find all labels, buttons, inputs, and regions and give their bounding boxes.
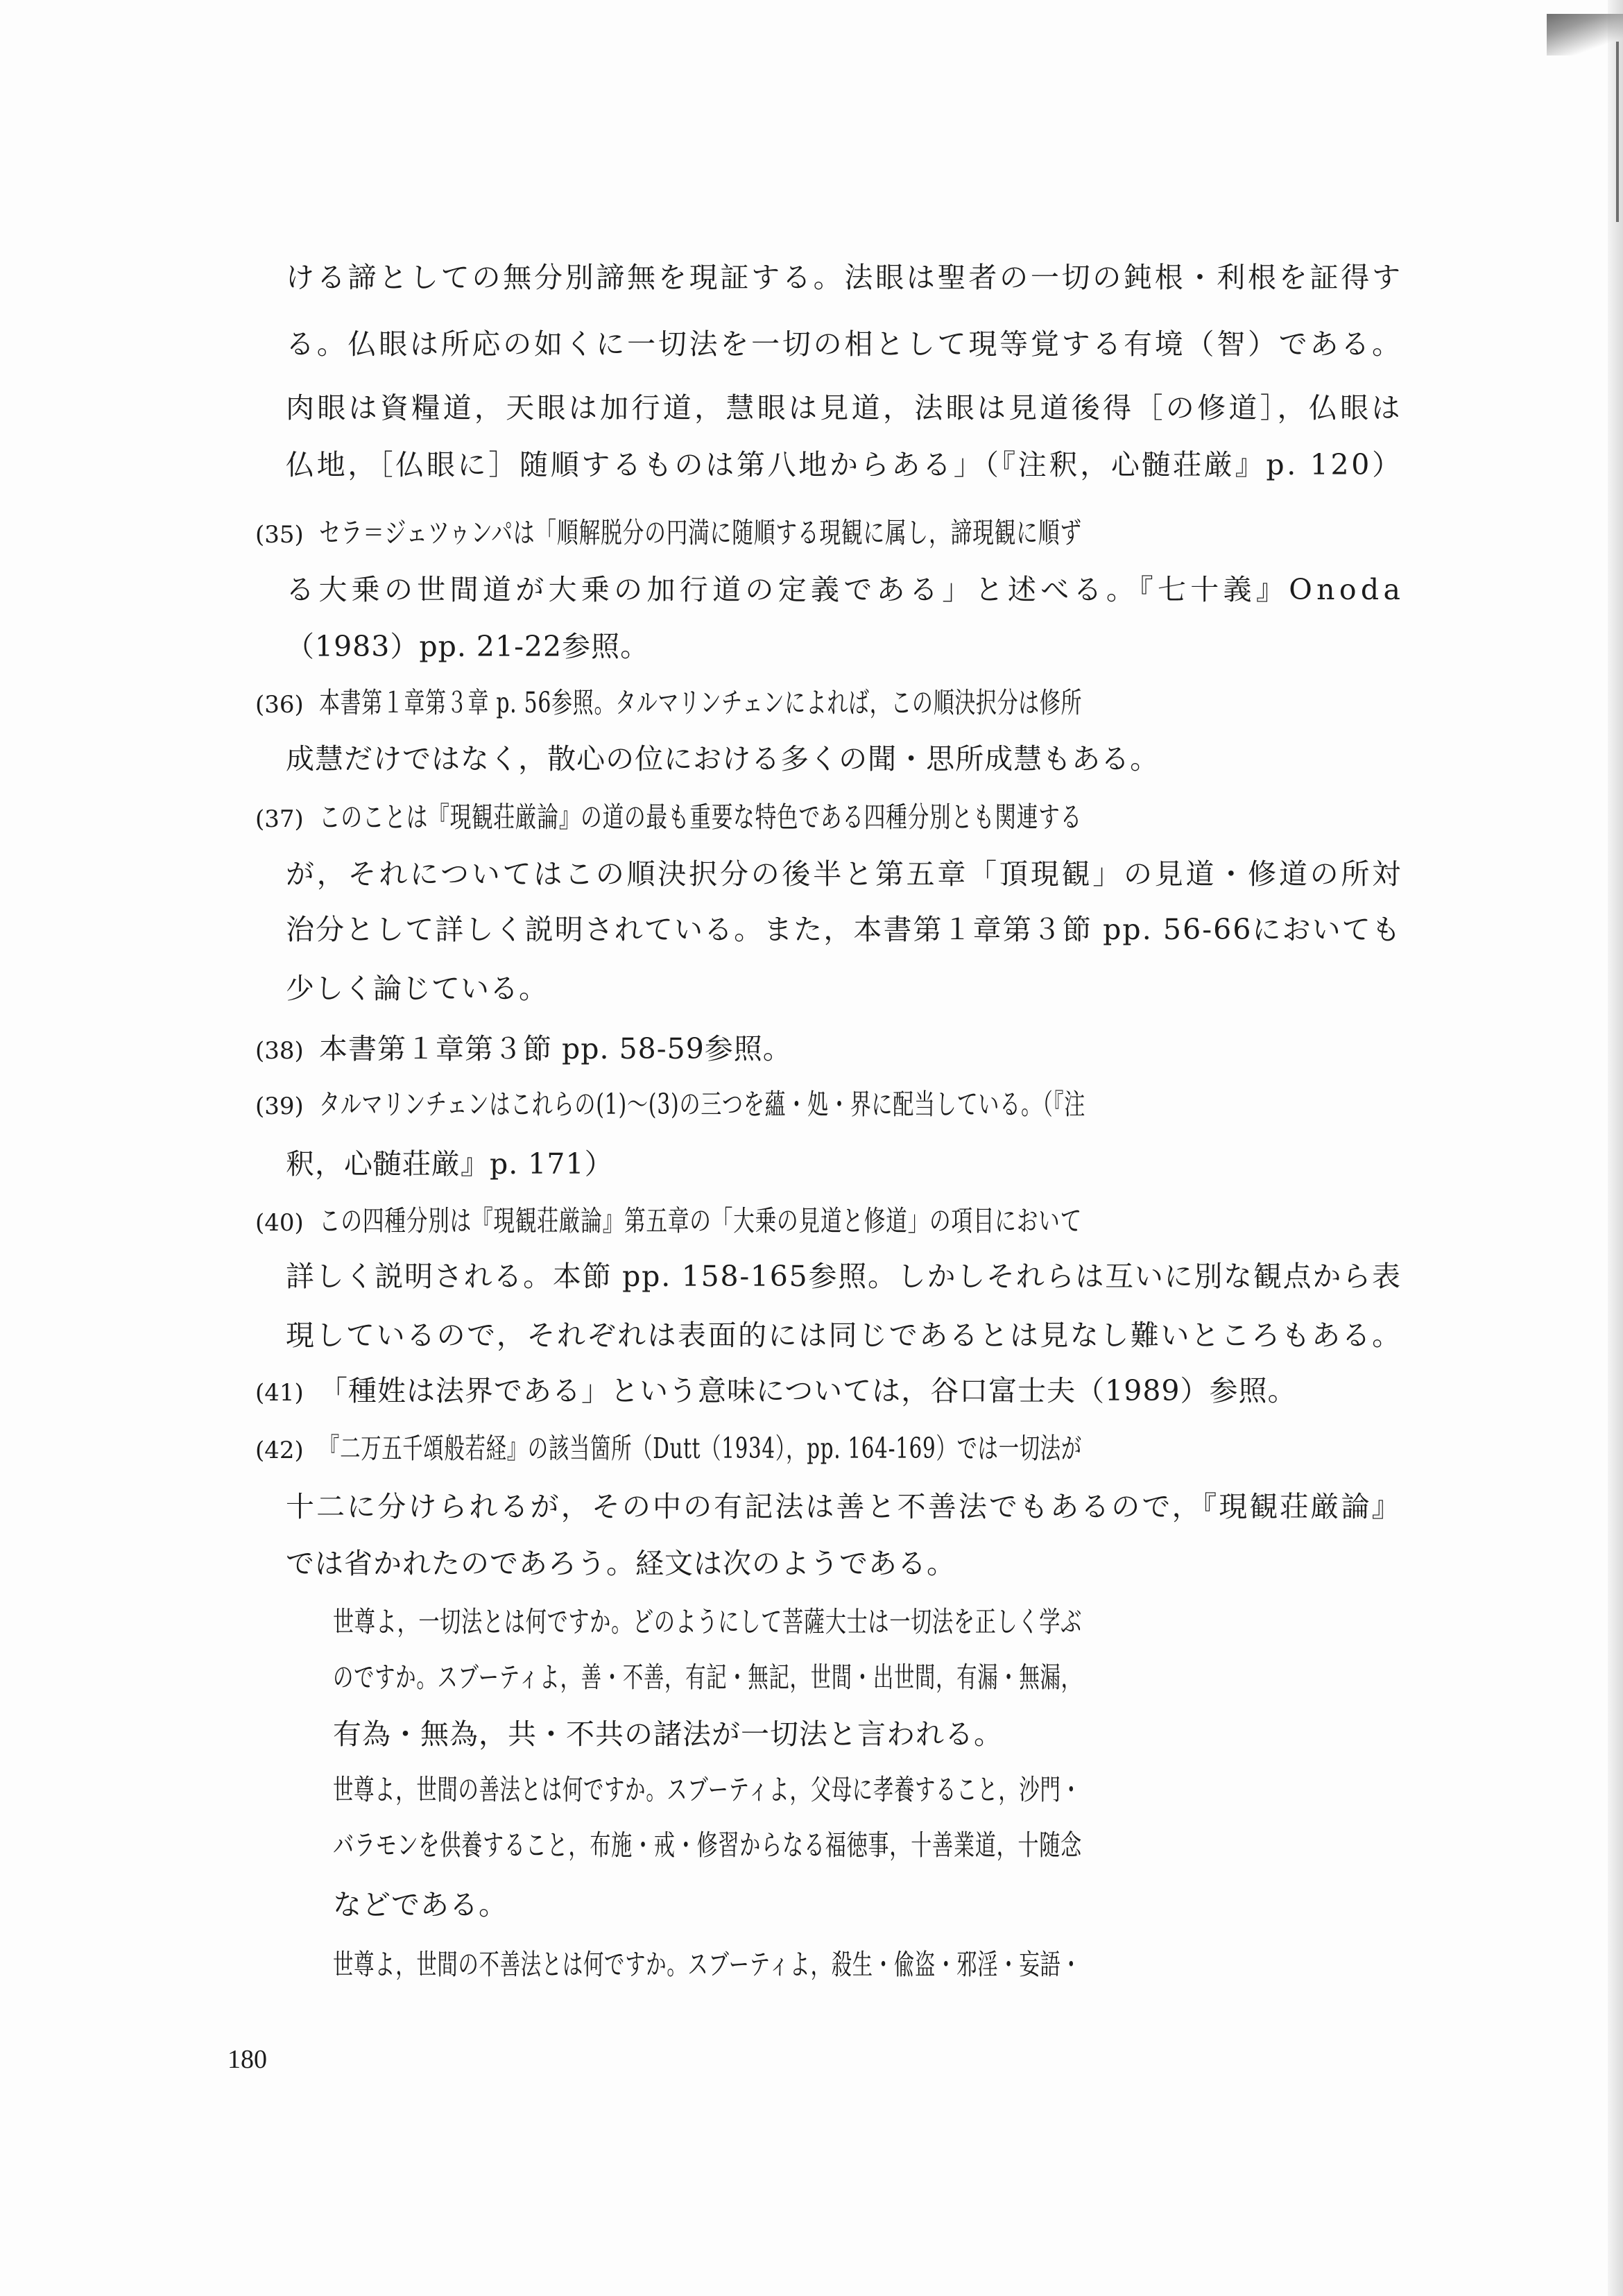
text-line: 少しく論じている。 — [286, 972, 548, 1005]
text-line: このことは『現観荘厳論』の道の最も重要な特色である四種分別とも関連する — [319, 800, 1083, 834]
text-line: などである。 — [333, 1888, 508, 1921]
text-line: （1983）pp. 21-22参照。 — [286, 630, 650, 663]
text-line: 治分として詳しく説明されている。また，本書第１章第３節 pp. 56-66においても — [286, 913, 1402, 946]
text-line: この四種分別は『現観荘厳論』第五章の「大乗の見道と修道」の項目において — [319, 1204, 1083, 1237]
text-line: 本書第１章第３節 pp. 58-59参照。 — [319, 1032, 792, 1065]
text-line: が，それについてはこの順決択分の後半と第五章「頂現観」の見道・修道の所対 — [286, 857, 1403, 891]
text-line: 十二に分けられるが，その中の有記法は善と不善法でもあるので，『現観荘厳論』 — [286, 1490, 1402, 1523]
text-line: 「種姓は法界である」という意味については，谷口富士夫（1989）参照。 — [319, 1374, 1297, 1407]
text-line: る大乗の世間道が大乗の加行道の定義である」と述べる。『七十義』Onoda — [286, 573, 1405, 606]
scan-edge-strip — [1616, 42, 1619, 222]
page-number: 180 — [227, 2045, 267, 2074]
footnote-number: (36) — [255, 691, 304, 719]
scan-edge-shadow — [1608, 0, 1623, 2296]
scan-corner-mark — [1547, 14, 1623, 55]
footnote-number: (39) — [255, 1093, 304, 1120]
text-line: 現しているので，それぞれは表面的には同じであるとは見なし難いところもある。 — [286, 1319, 1402, 1352]
footnote-number: (35) — [255, 521, 304, 549]
text-line: る。仏眼は所応の如くに一切法を一切の相として現等覚する有境（智）である。 — [286, 327, 1403, 361]
text-line: 世尊よ，一切法とは何ですか。どのようにして菩薩大士は一切法を正しく学ぶ — [333, 1605, 1083, 1638]
text-line: 釈，心髄荘厳』p. 171） — [286, 1147, 614, 1181]
text-line: タルマリンチェンはこれらの(1)～(3)の三つを蘊・処・界に配当している。（『注 — [319, 1088, 1086, 1121]
text-line: のですか。スブーティよ，善・不善，有記・無記，世間・出世間，有漏・無漏， — [333, 1661, 1082, 1694]
footnote-number: (41) — [255, 1379, 304, 1407]
text-line: 肉眼は資糧道，天眼は加行道，慧眼は見道，法眼は見道後得［の修道］，仏眼は — [286, 391, 1403, 425]
text-line: 世尊よ，世間の善法とは何ですか。スブーティよ，父母に孝養すること，沙門・ — [333, 1773, 1082, 1806]
footnote-number: (40) — [255, 1209, 304, 1237]
text-line: セラ＝ジェツゥンパは「順解脱分の円満に随順する現観に属し，諦現観に順ず — [319, 516, 1082, 549]
text-line: バラモンを供養すること，布施・戒・修習からなる福徳事，十善業道，十随念 — [333, 1828, 1083, 1862]
text-line: 世尊よ，世間の不善法とは何ですか。スブーティよ，殺生・偸盗・邪淫・妄語・ — [333, 1948, 1082, 1981]
text-line: ける諦としての無分別諦無を現証する。法眼は聖者の一切の鈍根・利根を証得す — [286, 261, 1403, 294]
footnote-number: (38) — [255, 1037, 304, 1065]
text-line: では省かれたのであろう。経文は次のようである。 — [286, 1547, 956, 1580]
footnote-number: (37) — [255, 805, 304, 833]
text-line: 仏地，［仏眼に］随順するものは第八地からある」（『注釈，心髄荘厳』p. 120） — [286, 448, 1403, 481]
text-line: 有為・無為，共・不共の諸法が一切法と言われる。 — [333, 1717, 1003, 1751]
text-line: 詳しく説明される。本節 pp. 158-165参照。しかしそれらは互いに別な観点から表 — [286, 1260, 1402, 1293]
footnote-number: (42) — [255, 1437, 304, 1464]
text-line: 本書第１章第３章 p. 56参照。タルマリンチェンによれば，この順決択分は修所 — [319, 686, 1083, 719]
text-line: 『二万五千頌般若経』の該当箇所（Dutt（1934），pp. 164-169）では一切法が — [319, 1432, 1082, 1465]
text-line: 成慧だけではなく，散心の位における多くの聞・思所成慧もある。 — [286, 742, 1160, 776]
